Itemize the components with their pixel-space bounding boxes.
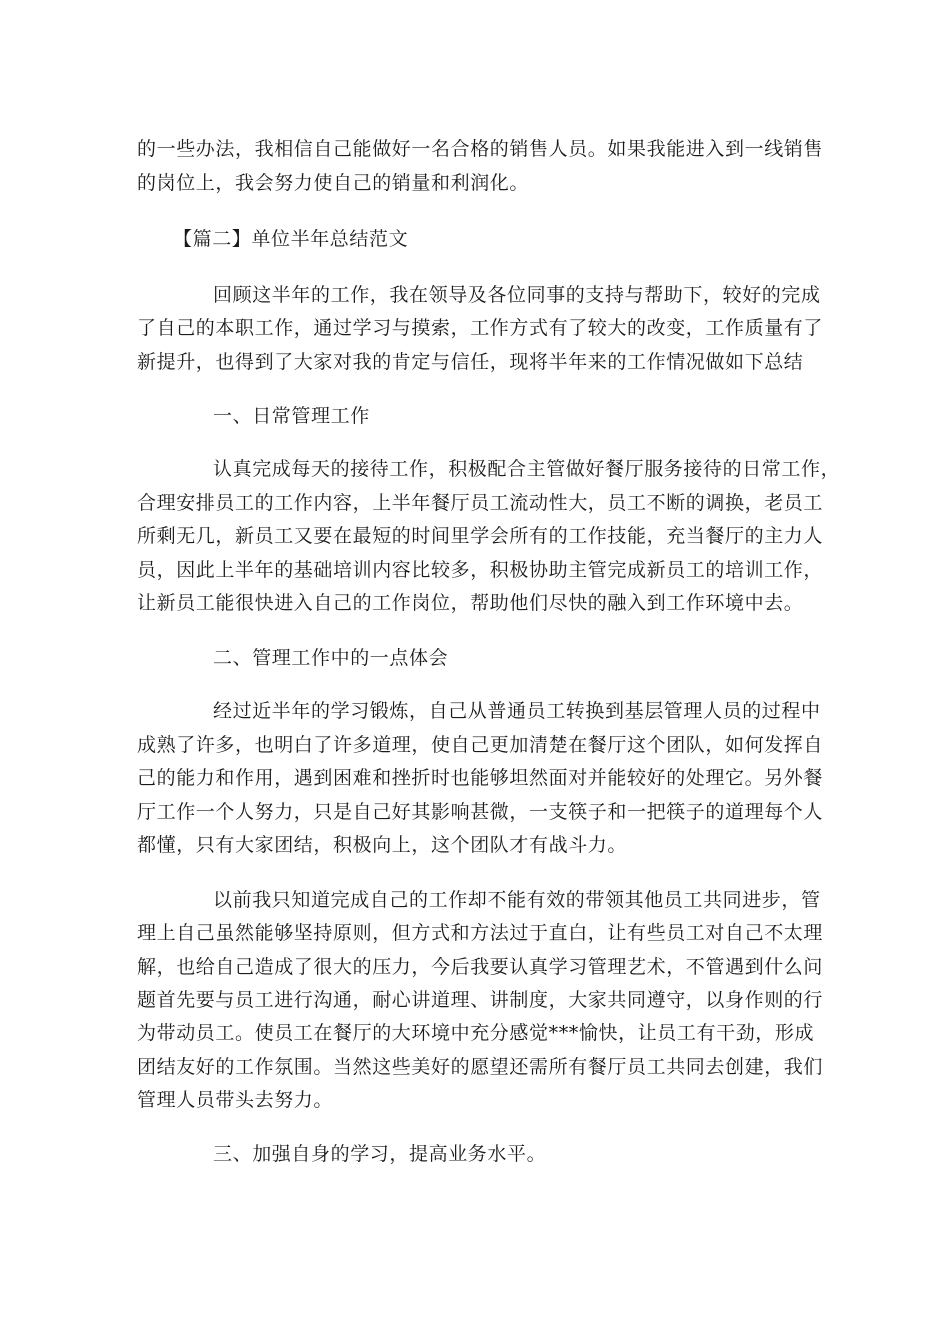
paragraph-line: 的一些办法，我相信自己能做好一名合格的销售人员。如果我能进入到一线销售 [137, 138, 824, 160]
paragraph-line: 团结友好的工作氛围。当然这些美好的愿望还需所有餐厅员工共同去创建，我们 [137, 1056, 824, 1078]
paragraph-line: 为带动员工。使员工在餐厅的大环境中充分感觉***愉快，让员工有干劲，形成 [137, 1022, 815, 1044]
paragraph-line: 以前我只知道完成自己的工作却不能有效的带领其他员工共同进步，管 [213, 889, 821, 911]
paragraph-line: 管理人员带头去努力。 [137, 1089, 334, 1111]
paragraph-line: 题首先要与员工进行沟通，耐心讲道理、讲制度，大家共同遵守，以身作则的行 [137, 989, 824, 1011]
paragraph-line: 解，也给自己造成了很大的压力，今后我要认真学习管理艺术，不管遇到什么问 [137, 956, 824, 978]
subheading: 一、日常管理工作 [213, 405, 370, 427]
paragraph-line: 合理安排员工的工作内容，上半年餐厅员工流动性大，员工不断的调换，老员工 [137, 492, 824, 514]
paragraph-line: 回顾这半年的工作，我在领导及各位同事的支持与帮助下，较好的完成 [213, 284, 821, 306]
paragraph-line: 员，因此上半年的基础培训内容比较多，积极协助主管完成新员工的培训工作， [137, 559, 824, 581]
paragraph-line: 所剩无几，新员工又要在最短的时间里学会所有的工作技能，充当餐厅的主力人 [137, 525, 824, 547]
section-title: 【篇二】单位半年总结范文 [173, 228, 409, 250]
subheading: 三、加强自身的学习，提高业务水平。 [213, 1143, 547, 1165]
paragraph-line: 理上自己虽然能够坚持原则，但方式和方法过于直白，让有些员工对自己不太理 [137, 922, 824, 944]
paragraph-line: 都懂，只有大家团结，积极向上，这个团队才有战斗力。 [137, 834, 628, 856]
paragraph-line: 认真完成每天的接待工作，积极配合主管做好餐厅服务接待的日常工作， [213, 458, 841, 480]
subheading: 二、管理工作中的一点体会 [213, 647, 449, 669]
paragraph-line: 新提升，也得到了大家对我的肯定与信任，现将半年来的工作情况做如下总结 [137, 351, 804, 373]
paragraph-line: 厅工作一个人努力，只是自己好其影响甚微，一支筷子和一把筷子的道理每个人 [137, 801, 824, 823]
paragraph-line: 的岗位上，我会努力使自己的销量和利润化。 [137, 172, 530, 194]
paragraph-line: 成熟了许多，也明白了许多道理，使自己更加清楚在餐厅这个团队，如何发挥自 [137, 734, 824, 756]
paragraph-line: 经过近半年的学习锻炼，自己从普通员工转换到基层管理人员的过程中 [213, 700, 821, 722]
paragraph-line: 己的能力和作用，遇到困难和挫折时也能够坦然面对并能较好的处理它。另外餐 [137, 767, 824, 789]
paragraph-line: 让新员工能很快进入自己的工作岗位，帮助他们尽快的融入到工作环境中去。 [137, 592, 804, 614]
paragraph-line: 了自己的本职工作，通过学习与摸索，工作方式有了较大的改变，工作质量有了 [137, 317, 824, 339]
